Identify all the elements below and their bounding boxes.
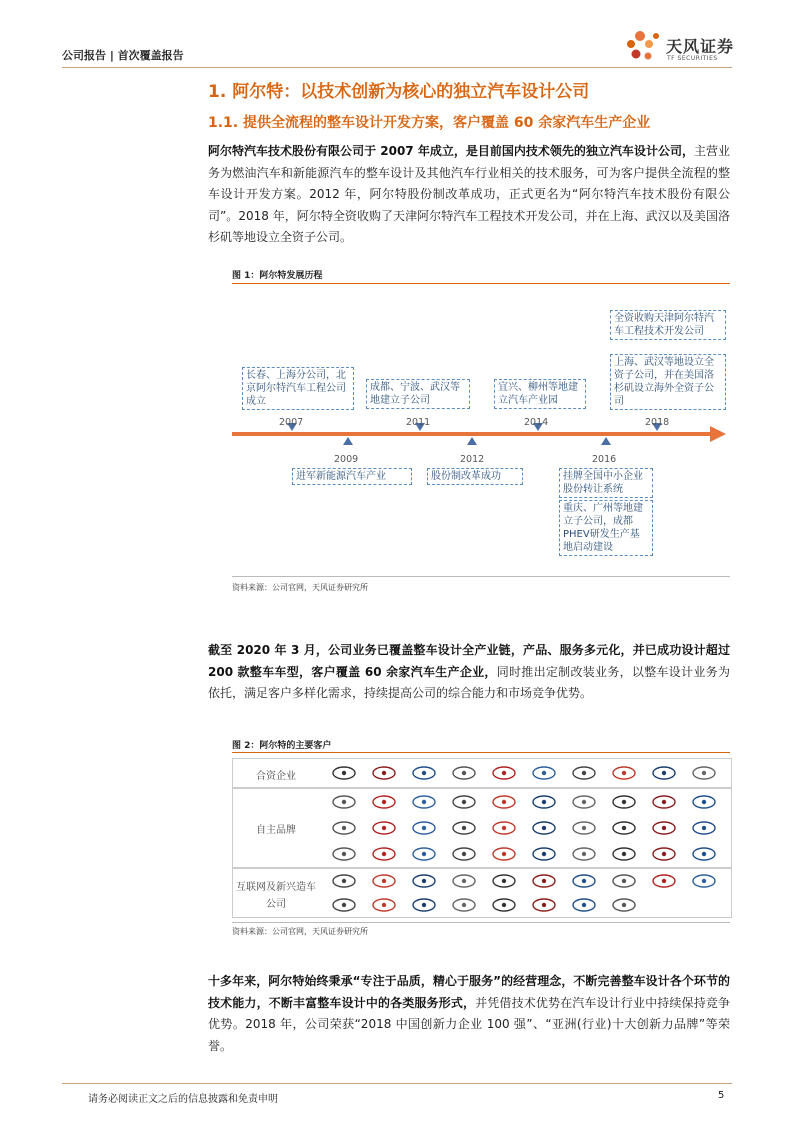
paragraph-honors-text: 并凭借技术优势在汽车设计行业中持续保持竞争优势。2018 年，公司荣获“2018 中国创新力企业 100 强”、“亚洲(行业)十大创新力品牌”等荣誉。	[208, 995, 730, 1053]
customer-logo-dongfeng	[330, 795, 358, 809]
customer-logo-lifan	[650, 795, 678, 809]
year-2012: 2012	[460, 454, 485, 465]
paragraph-business-bold: 截至 2020 年 3 月，公司业务已覆盖整车设计全产业链，产品、服务多元化，并已成功设计超过 200 款整车车型，客户覆盖 60 余家汽车生产企业，	[208, 643, 730, 679]
customer-logo-hanergy	[410, 874, 438, 888]
header-divider	[62, 67, 732, 68]
customer-logo-aiways	[490, 874, 518, 888]
customer-logo-benz	[330, 766, 358, 780]
figure1-title: 图 1：阿尔特发展历程	[232, 271, 323, 281]
event-2018b: 上海、武汉等地设立全资子公司，并在美国洛杉矶设立海外全资子公司	[610, 354, 726, 410]
logo-en: TF SECURITIES	[667, 55, 718, 62]
logo-petal-icon	[622, 26, 666, 66]
year-2009: 2009	[334, 454, 359, 465]
row-label-new-makers: 互联网及新兴造车公司	[236, 882, 316, 910]
customer-logo-vw	[450, 766, 478, 780]
logo-grid-new-makers	[326, 869, 727, 917]
marker-2009	[343, 437, 353, 445]
year-2016: 2016	[592, 454, 617, 465]
marker-2012	[467, 437, 477, 445]
figure2-bottom-rule	[232, 922, 730, 923]
customer-logo-foton	[410, 821, 438, 835]
row-label-domestic: 自主品牌	[256, 825, 296, 836]
figure2-source: 资料来源：公司官网，天风证券研究所	[232, 927, 368, 936]
year-2011: 2011	[406, 417, 431, 428]
customer-logo-suzuki	[490, 766, 518, 780]
customer-logo-faw	[450, 795, 478, 809]
event-2016b: 重庆、广州等地建立子公司，成都PHEV研发生产基地启动建设	[559, 500, 653, 556]
customer-logo-baic	[490, 795, 518, 809]
customer-logo-changhe	[530, 821, 558, 835]
row-jv	[232, 758, 732, 788]
customer-logo-polestar	[610, 874, 638, 888]
customer-logo-luxgen	[330, 847, 358, 861]
customer-logo-jinbei	[370, 847, 398, 861]
customer-logo-hozon	[410, 898, 438, 912]
customer-logo-qoros	[450, 847, 478, 861]
customer-logo-roewe	[490, 847, 518, 861]
customer-logo-zhonghua	[370, 821, 398, 835]
figure2-top-rule	[232, 752, 730, 753]
customer-logo-hyundai	[650, 766, 678, 780]
customer-logo-brilliance	[650, 821, 678, 835]
customer-logo-nio	[610, 898, 638, 912]
paragraph-honors	[208, 971, 730, 1057]
customer-logo-nissan	[530, 766, 558, 780]
event-2018a: 全资收购天津阿尔特汽车工程技术开发公司	[610, 310, 726, 340]
customer-logo-leapmotor	[370, 898, 398, 912]
customer-logo-zotye	[410, 795, 438, 809]
customer-logo-kaiyi	[650, 847, 678, 861]
row-label-jv: 合资企业	[256, 771, 296, 782]
customer-logo-byd	[690, 847, 718, 861]
section-heading-1-1: 1.1. 提供全流程的整车设计开发方案，客户覆盖 60 余家汽车生产企业	[208, 115, 651, 131]
customer-logo-changan	[570, 795, 598, 809]
customer-logo-chery	[530, 795, 558, 809]
customer-logo-iveco	[690, 766, 718, 780]
customer-logo-geely	[490, 821, 518, 835]
customer-logo-weltmeister	[610, 847, 638, 861]
customer-logo-车和家	[490, 898, 518, 912]
customer-logo-qiantu	[450, 874, 478, 888]
customer-logo-yema	[690, 874, 718, 888]
company-logo	[622, 26, 734, 66]
event-2014: 宜兴、柳州等地建立汽车产业园	[494, 379, 586, 409]
timeline	[232, 290, 730, 570]
customer-logo-jac	[690, 821, 718, 835]
section-heading-1: 1. 阿尔特：以技术创新为核心的独立汽车设计公司	[208, 82, 590, 102]
logo-cn: 天风证券	[666, 37, 735, 56]
paragraph-business	[208, 640, 730, 705]
customer-logo-borgward	[530, 847, 558, 861]
customer-logo-landwind	[450, 821, 478, 835]
customer-logo-venucia	[410, 847, 438, 861]
figure1-top-rule	[232, 283, 730, 284]
customer-logo-chery2	[610, 821, 638, 835]
customer-logo-trumpchi	[610, 795, 638, 809]
customer-logo-zhicheauto	[370, 874, 398, 888]
figure1-source: 资料来源：公司官网，天风证券研究所	[232, 583, 368, 592]
customer-logo-aiways2	[530, 898, 558, 912]
logo-grid-jv	[326, 759, 727, 787]
row-domestic	[232, 788, 732, 868]
marker-2016	[601, 437, 611, 445]
event-2011: 成都、宁波、武汉等地建立子公司	[366, 379, 470, 409]
customer-logo-table	[232, 756, 730, 918]
customer-logo-xpeng	[450, 898, 478, 912]
year-2014: 2014	[524, 417, 549, 428]
footer-divider	[62, 1083, 732, 1084]
year-2007: 2007	[279, 417, 304, 428]
customer-logo-nextev	[330, 874, 358, 888]
customer-logo-hongqi	[570, 847, 598, 861]
customer-logo-dongnan	[690, 795, 718, 809]
report-type: 公司报告 | 首次覆盖报告	[62, 49, 184, 62]
paragraph-intro-text: 主营业务为燃油汽车和新能源汽车的整车设计及其他汽车行业相关的技术服务，可为客户提供全流程的整车设计开发方案。2012 年，阿尔特股份制改革成功，正式更名为“阿尔特汽车技术股份有限公司”。2018 年，阿尔特全资收购了天津阿尔特汽车工程技术开发公司，并在上海、武汉以及美国洛杉矶等地设立全资子公司。	[208, 144, 730, 244]
paragraph-intro	[208, 141, 730, 249]
customer-logo-gac	[650, 874, 678, 888]
customer-logo-yutong	[570, 821, 598, 835]
paragraph-business-text: 同时推出定制改装业务，以整车设计业务为依托，满足客户多样化需求，持续提高公司的综合能力和市场竞争优势。	[208, 664, 730, 700]
event-2007: 长春、上海分公司，北京阿尔特汽车工程公司成立	[242, 367, 354, 410]
page-number: 5	[718, 1090, 725, 1101]
event-2012: 股份制改革成功	[427, 468, 523, 485]
customer-logo-singulato	[330, 898, 358, 912]
customer-logo-protean	[530, 874, 558, 888]
customer-logo-boston	[570, 874, 598, 888]
event-2009: 进军新能源汽车产业	[292, 468, 412, 485]
customer-logo-gm	[570, 766, 598, 780]
customer-logo-audi	[370, 766, 398, 780]
customer-logo-jianghuai	[330, 821, 358, 835]
paragraph-honors-bold: 十多年来，阿尔特始终秉承“专注于品质，精心于服务”的经营理念，不断完善整车设计各个环节的技术能力，不断丰富整车设计中的各类服务形式，	[208, 974, 730, 1010]
customer-logo-honda	[410, 766, 438, 780]
figure1-bottom-rule	[232, 576, 730, 577]
customer-logo-haima	[370, 795, 398, 809]
customer-logo-citroen	[610, 766, 638, 780]
footer-disclaimer: 请务必阅读正文之后的信息披露和免责申明	[88, 1094, 278, 1105]
paragraph-intro-bold: 阿尔特汽车技术股份有限公司于 2007 年成立，是目前国内技术领先的独立汽车设计公司，	[208, 144, 694, 158]
event-2016a: 挂牌全国中小企业股份转让系统	[559, 468, 653, 498]
customer-logo-weima	[570, 898, 598, 912]
row-new-makers	[232, 868, 732, 918]
year-2018: 2018	[645, 417, 670, 428]
figure2-title: 图 2：阿尔特的主要客户	[232, 741, 332, 751]
logo-grid-domestic	[326, 789, 727, 867]
